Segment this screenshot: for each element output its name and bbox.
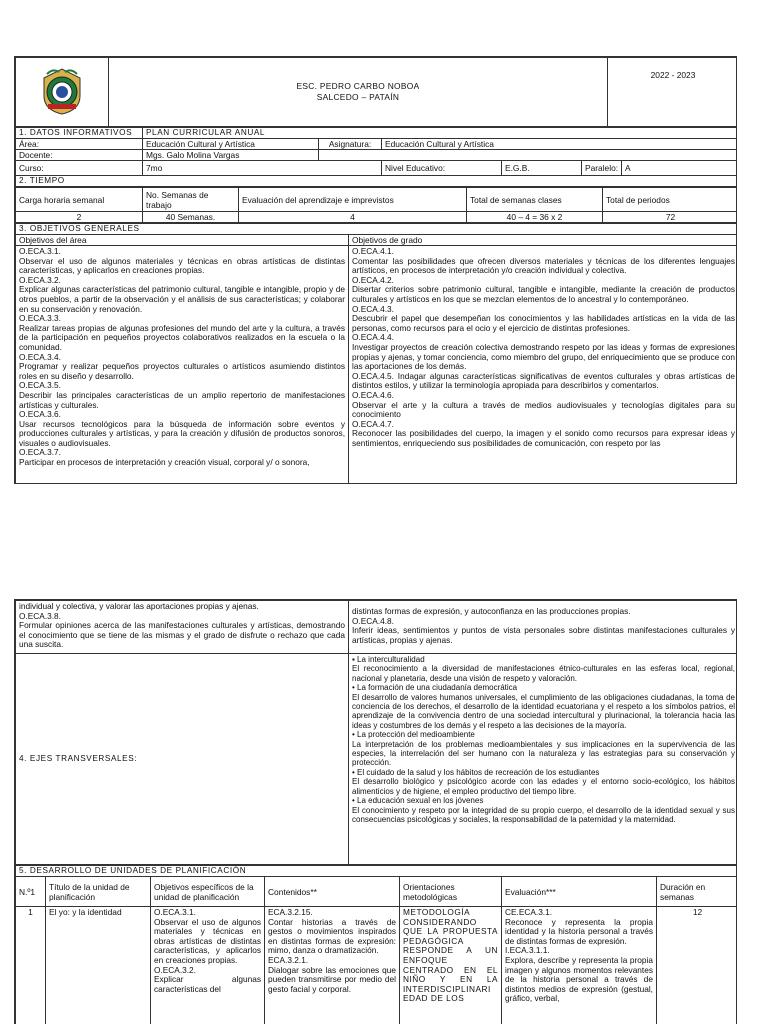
grado-objective-line: O.ECA.4.3.: [352, 303, 394, 314]
area-objective-line: O.ECA.3.1.: [19, 246, 61, 256]
area-objective-line: Formular opiniones acerca de las manifestaciones culturales y artísticas, demostrando el conocimiento que se tiene de las mismas y el grado de disfrute o rechazo que cada una suscita.: [19, 620, 345, 650]
grado-objective-line: O.ECA.4.1.: [352, 246, 394, 256]
curso-value: 7mo: [143, 161, 382, 176]
school-year: 2022 - 2023: [608, 58, 738, 127]
datos-informativos-table: [15, 127, 737, 187]
area-objective-line: O.ECA.3.5.: [19, 380, 61, 391]
unidad-objetivo-line: Explicar algunas características del: [154, 974, 261, 994]
unidades-table: [15, 865, 737, 1024]
area-objective-line: O.ECA.3.4.: [19, 351, 61, 362]
area-objective-line: Explicar algunas características del patrimonio cultural, tangible e intangible, propio y de otros pueblos, a partir de la observación y el análisis de sus características; y colaborar en su conservación y renovación.: [19, 284, 345, 314]
grado-objective-line: Inferir ideas, sentimientos y puntos de vista personales sobre distintas manifestaciones culturales y artísticas, propias y ajenas.: [352, 625, 735, 645]
asignatura-label: Asignatura:: [319, 139, 382, 150]
area-label: Área:: [16, 139, 143, 150]
eje-line: • La formación de una ciudadanía democrática: [352, 683, 518, 693]
objetivos-table: [15, 223, 737, 484]
carga-horaria-head: Carga horaria semanal: [16, 188, 143, 212]
area-objective-line: Participar en procesos de interpretación y creación visual, corporal y/ o sonora,: [19, 457, 310, 468]
docente-value: Mgs. Galo Molina Vargas: [143, 150, 319, 161]
col-numero: N.º1: [16, 877, 46, 907]
curso-label: Curso:: [16, 161, 143, 176]
grado-objective-line: O.ECA.4.7.: [352, 418, 394, 429]
total-periodos-value: 72: [603, 212, 738, 223]
objetivos-area-head: Objetivos del área: [16, 235, 349, 246]
col-contenidos: Contenidos**: [265, 877, 400, 907]
section-3-title: 3. OBJETIVOS GENERALES: [16, 224, 738, 235]
area-objective-line: O.ECA.3.3.: [19, 313, 61, 324]
unidad-evaluacion-line: I.ECA.3.1.1.: [505, 945, 550, 956]
area-objective-line: individual y colectiva, y valorar las aportaciones propias y ajenas.: [19, 601, 259, 611]
school-logo: [16, 58, 109, 127]
eje-line: • La protección del medioambiente: [352, 730, 475, 740]
grado-objective-line: O.ECA.4.6.: [352, 389, 394, 400]
area-objective-line: Observar el uso de algunos materiales y técnicas en obras artísticas de distintas características, y aplicarlos en creaciones propias.: [19, 255, 345, 276]
section-2-title: 2. TIEMPO: [16, 176, 738, 187]
grado-objective-line: Reconocer las posibilidades del cuerpo, la imagen y el sonido como recursos para expresar ideas y sentimientos, enriqueciendo sus posibilidades de comunicación, con respeto por las: [352, 428, 735, 448]
eje-line: ▪ La interculturalidad: [352, 655, 425, 664]
grado-objective-line: Comentar las posibilidades que ofrecen diversos materiales y técnicas de los diferentes lenguajes artísticos, en procesos de interpretación y/o creación individual y colectiva.: [352, 255, 735, 276]
unidad-numero: 1: [16, 907, 46, 1024]
col-evaluacion: Evaluación***: [502, 877, 657, 907]
table-row: [16, 907, 738, 1024]
eje-line: El reconocimiento a la diversidad de manifestaciones étnico-culturales en las esferas local, regional, nacional y planetaria, desde una visión de respeto y valoración.: [352, 664, 735, 683]
header-table: [15, 57, 737, 127]
eje-line: El desarrollo biológico y psicológico acorde con las edades y el entorno socio-ecológico, los hábitos alimenticios y de higiene, el empleo productivo del tiempo libre.: [352, 777, 735, 796]
school-seal-icon: [39, 66, 85, 116]
evaluacion-value: 4: [239, 212, 467, 223]
evaluacion-head: Evaluación del aprendizaje e imprevistos: [239, 188, 467, 212]
area-objective-line: Realizar tareas propias de algunas profesiones del mundo del arte y la cultura, a través de la participación en pequeños proyectos colaborativos realizados en la escuela o la comunidad.: [19, 322, 345, 352]
carga-horaria-value: 2: [16, 212, 143, 223]
unidad-objetivo-line: O.ECA.3.2.: [154, 964, 196, 975]
area-objective-line: O.ECA.3.6.: [19, 409, 61, 420]
tiempo-table: [15, 187, 737, 223]
section-1-title: 1. DATOS INFORMATIVOS: [16, 128, 143, 139]
school-location: SALCEDO – PATAÍN: [316, 92, 400, 102]
paralelo-value: A: [622, 161, 738, 176]
eje-line: El desarrollo de valores humanos universales, el cumplimiento de las obligaciones ciudadanas, la toma de conciencia de los derechos, el desarrollo de la identidad ecuatoriana y el respeto a los símbolos patrios, el aprendizaje de la convivencia dentro de una sociedad intercultural y plurinacional, la tolerancia hacia las ideas y costumbres de los demás y el respeto a las decisiones de la mayoría.: [352, 692, 735, 730]
unidad-contenido-line: ECA.3.2.1.: [268, 954, 309, 965]
grado-objective-line: distintas formas de expresión, y autoconfianza en las producciones propias.: [352, 606, 631, 616]
grado-objective-line: Observar el arte y la cultura a través de medios audiovisuales y tecnologías digitales para su conocimiento: [352, 399, 735, 420]
unidad-contenido-line: Contar historias a través de gestos o movimientos inspirados en distintas formas de expresión: mimo, danza o dramatización.: [268, 916, 396, 956]
total-semanas-value: 40 – 4 = 36 x 2: [467, 212, 603, 223]
grado-objective-line: Investigar proyectos de creación colectiva demostrando respeto por las ideas y formas de expresiones propias y ajenas, y tomar conciencia, como miembro del grupo, del enriquecimiento que se produce con las aportaciones de los demás.: [352, 341, 735, 372]
nivel-label: Nivel Educativo:: [382, 161, 502, 176]
asignatura-value: Educación Cultural y Artística: [382, 139, 738, 150]
unidad-contenido-line: Dialogar sobre las emociones que pueden transmitirse por medio del gesto facial y corporal.: [268, 964, 396, 994]
unidad-evaluacion-line: CE.ECA.3.1.: [505, 907, 553, 917]
area-objective-line: O.ECA.3.8.: [19, 610, 61, 621]
col-titulo: Título de la unidad de planificación: [46, 877, 151, 907]
area-objective-line: Usar recursos tecnológicos para la búsqueda de información sobre eventos y producciones culturales y artísticas, y para la creación y difusión de productos sonoros, visuales o audiovisuales.: [19, 418, 345, 448]
unidad-evaluacion-line: Explora, describe y representa la propia imagen y algunos momentos relevantes de la historia personal a través de distintos medios de expresión (gestual, gráfico, verbal,: [505, 954, 653, 1004]
col-objetivos: Objetivos específicos de la unidad de planificación: [151, 877, 265, 907]
eje-line: La interpretación de los problemas medioambientales y sus implicaciones en la supervivencia de las especies, la interrelación del ser humano con la naturaleza y las estrategias para su conservación y protección.: [352, 739, 735, 768]
semanas-value: 40 Semanas.: [143, 212, 239, 223]
unidad-orientaciones: METODOLOGÍA CONSIDERANDO QUE LA PROPUESTA PEDAGÓGICA RESPONDE A UN ENFOQUE CENTRADO EN EL NIÑO Y EN LA INTERDISCIPLINARI EDAD DE LOS: [400, 907, 502, 1024]
area-objective-line: O.ECA.3.7.: [19, 447, 61, 458]
total-periodos-head: Total de periodos: [603, 188, 738, 212]
grado-objective-line: O.ECA.4.4.: [352, 332, 394, 343]
plan-title: PLAN CURRICULAR ANUAL: [143, 128, 738, 139]
ejes-transversales-title: 4. EJES TRANSVERSALES:: [16, 654, 349, 865]
unidad-duracion: 12: [657, 907, 738, 1024]
docente-label: Docente:: [16, 150, 143, 161]
grado-objective-line: Disertar criterios sobre patrimonio cultural, tangible e intangible, mediante la creación de productos culturales y artísticos en los que se mezclan elementos de lo ancestral y lo contemporáneo.: [352, 284, 735, 304]
page-gap: [0, 490, 768, 595]
area-objective-line: O.ECA.3.2.: [19, 274, 61, 285]
objetivos-continued-table: [15, 600, 737, 865]
grado-objective-line: Descubrir el papel que desempeñan los conocimientos y las habilidades artísticas en la vida de las personas, como recursos para el ocio y el ejercicio de distintas profesiones.: [352, 313, 735, 333]
area-objective-line: Programar y realizar pequeños proyectos culturales o artísticos asumiendo distintos roles en su diseño y desarrollo.: [19, 361, 345, 381]
nivel-value: E.G.B.: [502, 161, 582, 176]
section-5-title: 5. DESARROLLO DE UNIDADES DE PLANIFICACIÓN: [16, 866, 738, 877]
eje-line: El conocimiento y respeto por la integridad de su propio cuerpo, el desarrollo de la identidad sexual y sus consecuencias psicológicas y sociales, la responsabilidad de la paternidad y la maternidad.: [352, 805, 735, 824]
eje-line: • El cuidado de la salud y los hábitos de recreación de los estudiantes: [352, 767, 600, 777]
paralelo-label: Paralelo:: [582, 161, 622, 176]
school-name: ESC. PEDRO CARBO NOBOA: [296, 81, 420, 91]
area-objective-line: Describir las principales características de un amplio repertorio de manifestaciones artísticas y culturales.: [19, 389, 345, 410]
unidad-contenido-line: ECA.3.2.15.: [268, 907, 313, 917]
grado-objective-line: O.ECA.4.2.: [352, 274, 394, 285]
semanas-head: No. Semanas de trabajo: [143, 188, 239, 212]
col-orientaciones: Orientaciones metodológicas: [400, 877, 502, 907]
area-value: Educación Cultural y Artística: [143, 139, 319, 150]
document-page-1: [14, 56, 737, 484]
total-semanas-head: Total de semanas clases: [467, 188, 603, 212]
col-duracion: Duración en semanas: [657, 877, 738, 907]
unidad-objetivo-line: Observar el uso de algunos materiales y técnicas en obras artísticas de distintas características, y aplicarlos en creaciones propias.: [154, 916, 261, 965]
eje-line: • La educación sexual en los jóvenes: [352, 796, 484, 806]
document-page-2: [14, 599, 737, 1024]
unidad-objetivo-line: O.ECA.3.1.: [154, 907, 196, 917]
grado-objective-line: O.ECA.4.5. Indagar algunas características significativas de eventos culturales y obras artísticas de distintos estilos, y utilizar la terminología apropiada para describirlos y comentarlos.: [352, 370, 735, 391]
grado-objective-line: O.ECA.4.8.: [352, 615, 394, 626]
unidad-evaluacion-line: Reconoce y representa la propia identidad y la historia personal a través de distintas formas de expresión.: [505, 916, 653, 946]
unidad-titulo: El yo: y la identidad: [46, 907, 151, 1024]
objetivos-grado-head: Objetivos de grado: [349, 235, 738, 246]
